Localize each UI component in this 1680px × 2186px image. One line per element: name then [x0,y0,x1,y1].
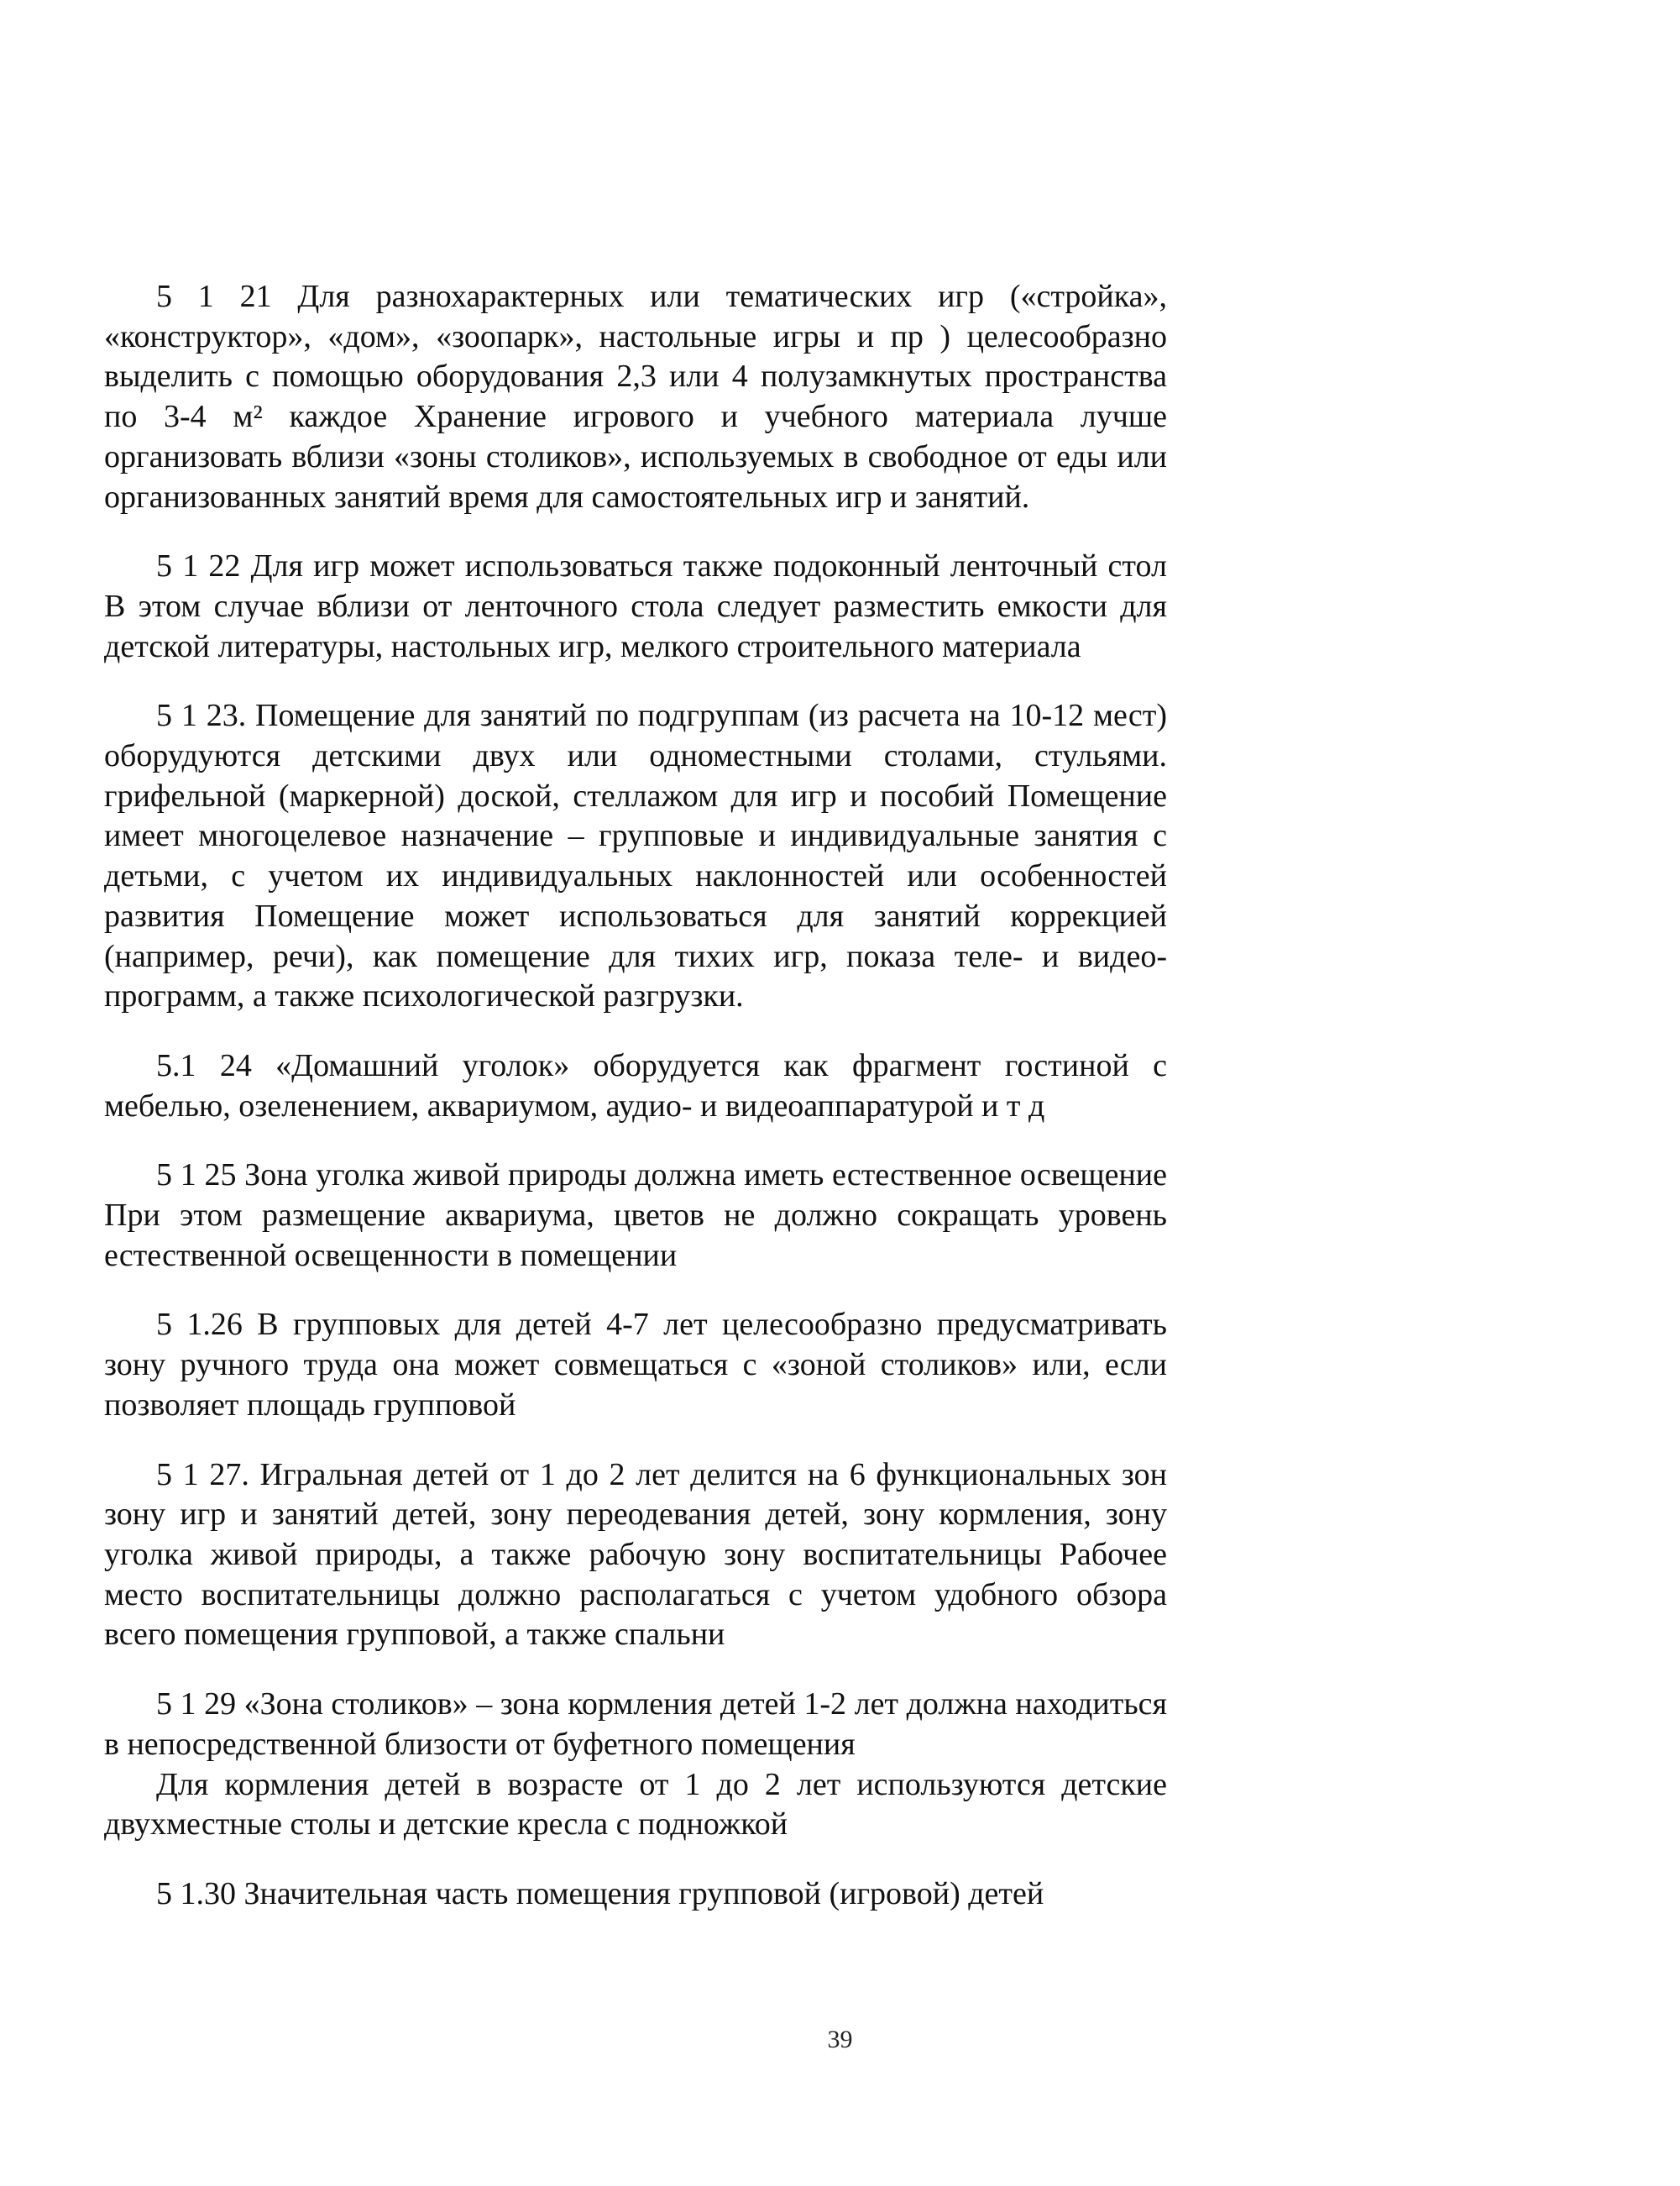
paragraph-feeding-children: Для кормления детей в возрасте от 1 до 2 лет используются детские двухместные столы и детские кресла с подножкой [104,1766,1167,1843]
paragraph-5-1-22: 5 1 22 Для игр может использоваться также подоконный ленточный стол В этом случае вблизи от ленточного стола следует разместить емкости для детской литературы, настольных игр, мелкого строительного материала [104,548,1167,664]
paragraph-5-1-30: 5 1.30 Значительная часть помещения групповой (игровой) детей [156,1875,1044,1911]
paragraph-5-1-26: 5 1.26 В групповых для детей 4-7 лет целесообразно предусматривать зону ручного труда она может совмещаться с «зоной столиков» или, если позволяет площадь групповой [104,1307,1167,1423]
paragraph-5-1-27: 5 1 27. Игральная детей от 1 до 2 лет делится на 6 функциональных зон зону игр и занятий детей, зону переодевания детей, зону кормления, зону уголка живой природы, а также рабочую зону воспитательницы Рабочее место воспитательницы должно располагаться с учетом удобного обзора всего помещения групповой, а также спальни [104,1456,1167,1653]
paragraph-5-1-24: 5.1 24 «Домашний уголок» оборудуется как фрагмент гостиной с мебелью, озеленением, аквариумом, аудио- и видеоаппаратурой и т д [104,1047,1167,1124]
body-text [104,277,1167,1944]
page-number: 39 [827,2026,853,2053]
paragraph-5-1-29: 5 1 29 «Зона столиков» – зона кормления детей 1-2 лет должна находиться в непосредственной близости от буфетного помещения [104,1686,1167,1762]
paragraph-5-1-23: 5 1 23. Помещение для занятий по подгруппам (из расчета на 10-12 мест) оборудуются детскими двух или одноместными столами, стульями. грифельной (маркерной) доской, стеллажом для игр и пособий Помещение имеет многоцелевое назначение – групповые и индивидуальные занятия с детьми, с учетом их индивидуальных наклонностей или особенностей развития Помещение может использоваться для занятий коррекцией (например, речи), как помещение для тихих игр, показа теле- и видео-программ, а также психологической разгрузки. [104,698,1167,1014]
paragraph-5-1-21: 5 1 21 Для разнохарактерных или тематических игр («стройка», «конструктор», «дом», «зоопарк», настольные игры и пр ) целесообразно выделить с помощью оборудования 2,3 или 4 полузамкнутых пространства по 3-4 м² каждое Хранение игрового и учебного материала лучше организовать вблизи «зоны столиков», используемых в свободное от еды или организованных занятий время для самостоятельных игр и занятий. [104,279,1167,515]
paragraph-5-1-25: 5 1 25 Зона уголка живой природы должна иметь естественное освещение При этом размещение аквариума, цветов не должно сокращать уровень естественной освещенности в помещении [104,1157,1167,1273]
